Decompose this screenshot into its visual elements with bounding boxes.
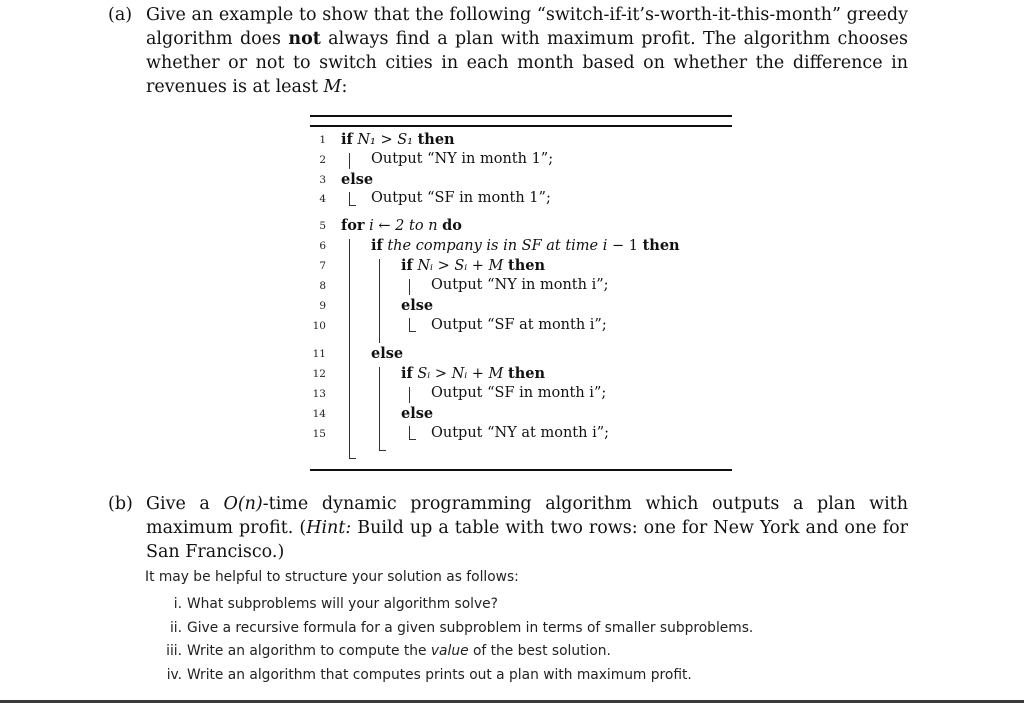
code-line-7 (401, 257, 545, 274)
part-b-text-1: Give a (146, 494, 224, 514)
kw-if-7: if (401, 257, 413, 274)
list-item-text: Write an algorithm that computes prints out a plan with maximum profit. (187, 667, 692, 683)
list-item-iv (145, 667, 692, 683)
list-item-num: iii. (166, 643, 182, 659)
line-number-14: 14 (312, 408, 326, 420)
kw-then-1: then (417, 131, 455, 148)
kw-then-6: then (642, 237, 680, 254)
block-foot-for (349, 458, 356, 459)
list-item-em: value (430, 643, 469, 659)
kw-to: to (409, 218, 424, 234)
block-bar-else-1 (349, 192, 350, 206)
part-b (108, 492, 908, 564)
kw-do: do (442, 217, 462, 234)
code-line-11: else (371, 345, 404, 362)
algorithm-box (310, 113, 732, 473)
line-number-11: 11 (312, 348, 326, 360)
line-number-7: 7 (319, 260, 326, 272)
block-bar-then-12 (409, 387, 410, 403)
list-item-num: i. (173, 596, 182, 612)
part-a-end: : (341, 77, 348, 97)
list-item-text-1: Write an algorithm to compute the (187, 643, 431, 659)
list-item-iii (145, 643, 611, 659)
code-line-2: Output “NY in month 1”; (371, 151, 554, 167)
code-line-1 (341, 131, 455, 148)
code-line-15: Output “NY at month i”; (431, 425, 610, 441)
kw-if-6: if (371, 237, 383, 254)
code-line-14: else (401, 405, 434, 422)
cond-12: Sᵢ > Nᵢ + M (417, 366, 504, 382)
part-a-var: M (323, 77, 342, 97)
code-line-12 (401, 365, 545, 382)
cond-1: N₁ > S₁ (357, 132, 413, 148)
block-bar-then-1 (349, 153, 350, 169)
block-bar-then-7 (409, 279, 410, 295)
list-item-text-2: of the best solution. (468, 643, 611, 659)
block-foot-else-11 (379, 450, 386, 451)
code-line-4: Output “SF in month 1”; (371, 190, 551, 206)
list-item-text: Give a recursive formula for a given subproblem in terms of smaller subproblems. (187, 620, 754, 636)
block-bar-else-14 (409, 426, 410, 440)
code-line-10: Output “SF at month i”; (431, 317, 607, 333)
block-bar-if-6 (379, 259, 380, 343)
line-number-12: 12 (312, 368, 326, 380)
code-line-13: Output “SF in month i”; (431, 385, 607, 401)
cond-6: the company is in SF at time i (387, 238, 608, 254)
line-number-13: 13 (312, 388, 326, 400)
code-line-5 (341, 217, 462, 234)
line-number-10: 10 (312, 320, 326, 332)
algorithm-top-rule-1 (310, 115, 732, 117)
block-bar-else-9 (409, 318, 410, 332)
line-number-15: 15 (312, 428, 326, 440)
line-number-4: 4 (319, 193, 326, 205)
for-range: i ← 2 (369, 218, 405, 234)
for-n: n (428, 218, 438, 234)
part-b-hint-text: Build up a table with two rows: one for New York and one for San Francisco.) (146, 518, 908, 562)
cond-7: Nᵢ > Sᵢ + M (417, 258, 504, 274)
structure-intro: It may be helpful to structure your solution as follows: (145, 569, 519, 585)
line-number-5: 5 (319, 220, 326, 232)
part-b-complexity: O(n) (223, 494, 263, 514)
kw-if-1: if (341, 131, 353, 148)
cond-6-minus: − 1 (612, 238, 638, 254)
part-a-text (146, 3, 908, 99)
algorithm-top-rule-2 (310, 125, 732, 127)
list-item-num: ii. (169, 620, 182, 636)
part-b-hint-label: Hint: (306, 518, 352, 538)
line-number-6: 6 (319, 240, 326, 252)
code-line-9: else (401, 297, 434, 314)
code-line-6 (371, 237, 680, 254)
part-a-bold-word: not (288, 29, 321, 49)
kw-then-7: then (508, 257, 546, 274)
list-item-i (145, 596, 498, 612)
algorithm-bottom-rule (310, 469, 732, 471)
part-a-text-1: Give an example to show that the following “switch-if-it’s-worth-it-this-month” greedy algorithm does (146, 5, 908, 49)
list-item-num: iv. (166, 667, 182, 683)
block-foot-else-1 (349, 205, 356, 206)
block-foot-else-9 (409, 331, 416, 332)
kw-then-12: then (508, 365, 546, 382)
part-b-label: (b) (108, 494, 133, 514)
list-item-ii (145, 620, 753, 636)
kw-if-12: if (401, 365, 413, 382)
part-a (108, 3, 908, 99)
part-b-text (146, 492, 908, 564)
line-number-3: 3 (319, 174, 326, 186)
line-number-2: 2 (319, 154, 326, 166)
part-b-text-2: -time dynamic programming algorithm which outputs a plan with maximum profit. ( (146, 494, 908, 538)
block-bar-else-11 (379, 367, 380, 451)
list-item-text: What subproblems will your algorithm solve? (187, 596, 498, 612)
block-bar-for (349, 239, 350, 459)
line-number-8: 8 (319, 280, 326, 292)
code-line-8: Output “NY in month i”; (431, 277, 609, 293)
kw-for: for (341, 217, 365, 234)
code-line-3: else (341, 171, 374, 188)
line-number-9: 9 (319, 300, 326, 312)
block-foot-else-14 (409, 439, 416, 440)
part-a-text-2: always find a plan with maximum profit. The algorithm chooses whether or not to switch cities in each month based on whether the difference in revenues is at least (146, 29, 908, 97)
line-number-1: 1 (319, 134, 326, 146)
part-a-label: (a) (108, 5, 133, 25)
